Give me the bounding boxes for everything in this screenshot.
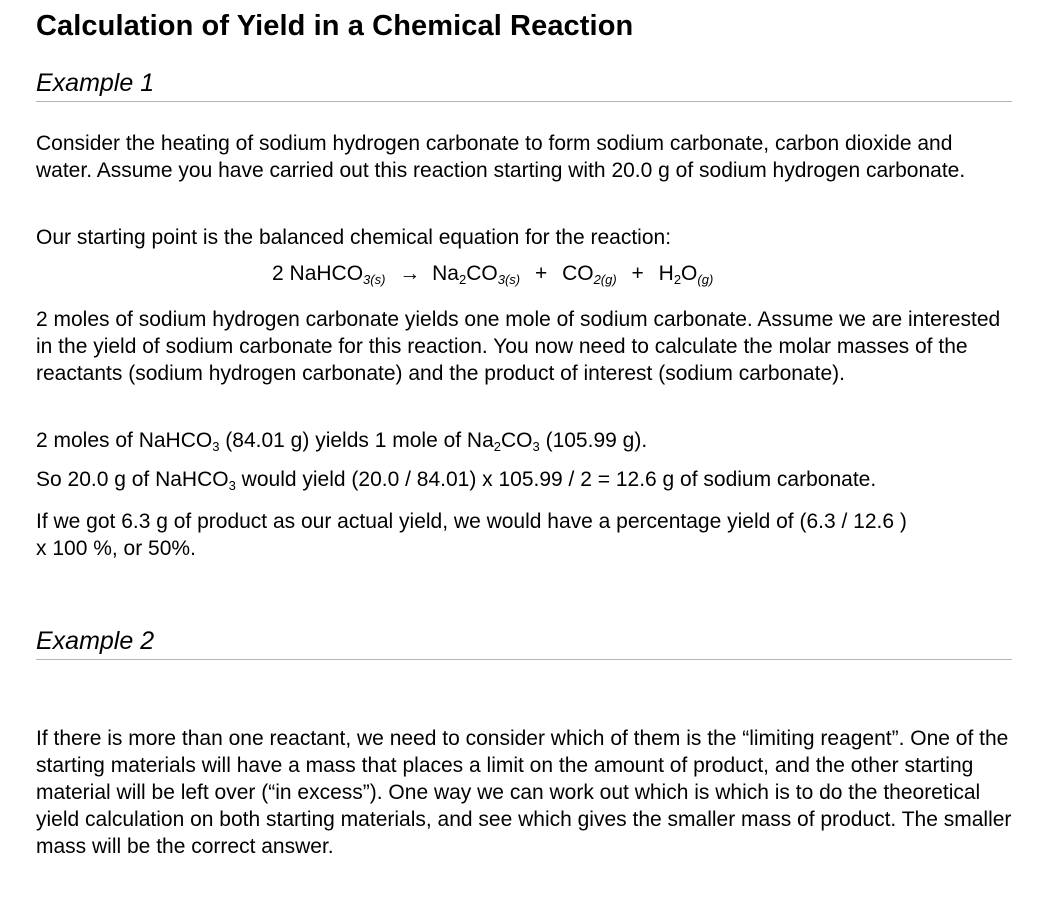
- equation-reactant: NaHCO$_{3(s)}$: [289, 262, 386, 287]
- example-2-paragraph-limiting-reagent: If there is more than one reactant, we need to consider which of them is the “limiting reagent”. One of the starting materials will have a mass that places a limit on the amount of product, and the other starting material will be left over (“in excess”). One way we can work out which is which is to do the theoretical yield calculation on both starting materials, and see which gives the smaller mass of product. The smaller mass will be the correct answer.: [36, 727, 1012, 858]
- chemical-equation: [272, 262, 713, 286]
- example-1-paragraph-intro: Consider the heating of sodium hydrogen carbonate to form sodium carbonate, carbon dioxide and water. Assume you have carried out this reaction starting with 20.0 g of sodium hydrogen carbonate.: [36, 132, 966, 182]
- equation-product-sodium-carbonate: $Na_2CO_{3(s)}$: [432, 262, 521, 287]
- example-1-paragraph-calculation: So 20.0 g of NaHCO$_3$ would yield (20.0 / 84.01) x 105.99 / 2 = 12.6 g of sodium carbonate.: [36, 468, 877, 493]
- example-2-heading-text: Example 2: [36, 627, 155, 655]
- example-1-heading-text: Example 1: [36, 69, 155, 97]
- example-1-paragraph-molar-masses: 2 moles of sodium hydrogen carbonate yields one mole of sodium carbonate. Assume we are interested in the yield of sodium carbonate for this reaction. You now need to calculate the molar masses of the reactants (sodium hydrogen carbonate) and the product of interest (sodium carbonate).: [36, 308, 1001, 385]
- example-1-paragraph-starting-point: Our starting point is the balanced chemical equation for the reaction:: [36, 226, 672, 249]
- equation-coefficient: 2: [272, 262, 284, 285]
- example-1-heading: [36, 68, 1012, 102]
- equation-product-carbon-dioxide: $CO_{2(g)}$: [562, 262, 617, 287]
- example-1-paragraph-percentage-yield: If we got 6.3 g of product as our actual yield, we would have a percentage yield of (6.3 / 12.6 ) x 100 %, or 50%.: [36, 510, 907, 560]
- reaction-arrow: →: [399, 262, 421, 285]
- document-title: Calculation of Yield in a Chemical Reaction: [36, 10, 634, 42]
- equation-plus-2: +: [631, 262, 644, 285]
- example-1-paragraph-moles: 2 moles of NaHCO$_3$ (84.01 g) yields 1 mole of $Na_2CO_3$ (105.99 g).: [36, 429, 648, 454]
- equation-plus-1: +: [534, 262, 548, 285]
- example-2-heading: [36, 626, 1012, 660]
- equation-product-water: $H_2O_{(g)}$: [658, 262, 714, 287]
